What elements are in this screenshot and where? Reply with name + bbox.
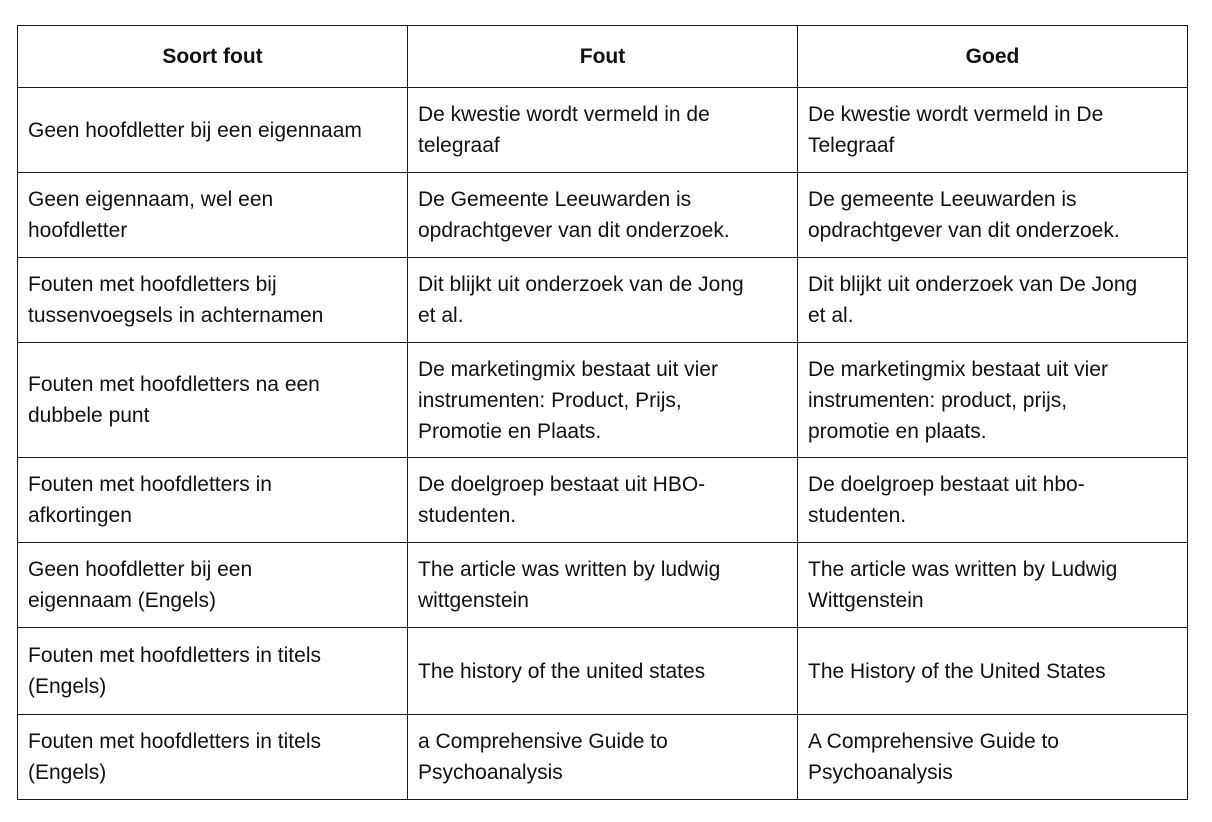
- cell-correct: Dit blijkt uit onderzoek van De Jong et al.: [798, 258, 1188, 343]
- cell-wrong: The article was written by ludwig wittgenstein: [408, 543, 798, 628]
- table-header-row: [18, 26, 1188, 88]
- cell-error-type: Fouten met hoofdletters in afkortingen: [18, 458, 408, 543]
- cell-correct: De gemeente Leeuwarden is opdrachtgever van dit onderzoek.: [798, 173, 1188, 258]
- table-row: [18, 88, 1188, 173]
- cell-wrong: Dit blijkt uit onderzoek van de Jong et al.: [408, 258, 798, 343]
- cell-error-type: Geen hoofdletter bij een eigennaam (Engels): [18, 543, 408, 628]
- cell-error-type: Fouten met hoofdletters in titels (Engels): [18, 628, 408, 715]
- table-row: [18, 628, 1188, 715]
- capitalization-errors-table: [17, 25, 1188, 800]
- cell-wrong: De Gemeente Leeuwarden is opdrachtgever van dit onderzoek.: [408, 173, 798, 258]
- cell-error-type: Fouten met hoofdletters in titels (Engels): [18, 715, 408, 800]
- cell-correct: The History of the United States: [798, 628, 1188, 715]
- table-row: [18, 715, 1188, 800]
- cell-wrong: De doelgroep bestaat uit HBO- studenten.: [408, 458, 798, 543]
- cell-correct: De marketingmix bestaat uit vier instrumenten: product, prijs, promotie en plaats.: [798, 343, 1188, 458]
- table-row: [18, 173, 1188, 258]
- header-goed: Goed: [798, 26, 1188, 88]
- cell-correct: De doelgroep bestaat uit hbo- studenten.: [798, 458, 1188, 543]
- cell-error-type: Fouten met hoofdletters na een dubbele punt: [18, 343, 408, 458]
- cell-error-type: Geen eigennaam, wel een hoofdletter: [18, 173, 408, 258]
- header-fout: Fout: [408, 26, 798, 88]
- table-row: [18, 543, 1188, 628]
- cell-error-type: Fouten met hoofdletters bij tussenvoegsels in achternamen: [18, 258, 408, 343]
- table-row: [18, 458, 1188, 543]
- cell-correct: De kwestie wordt vermeld in De Telegraaf: [798, 88, 1188, 173]
- table-row: [18, 258, 1188, 343]
- cell-wrong: De marketingmix bestaat uit vier instrumenten: Product, Prijs, Promotie en Plaats.: [408, 343, 798, 458]
- cell-error-type: Geen hoofdletter bij een eigennaam: [18, 88, 408, 173]
- header-soort-fout: Soort fout: [18, 26, 408, 88]
- table-row: [18, 343, 1188, 458]
- cell-wrong: The history of the united states: [408, 628, 798, 715]
- cell-correct: The article was written by Ludwig Wittgenstein: [798, 543, 1188, 628]
- cell-correct: A Comprehensive Guide to Psychoanalysis: [798, 715, 1188, 800]
- cell-wrong: a Comprehensive Guide to Psychoanalysis: [408, 715, 798, 800]
- cell-wrong: De kwestie wordt vermeld in de telegraaf: [408, 88, 798, 173]
